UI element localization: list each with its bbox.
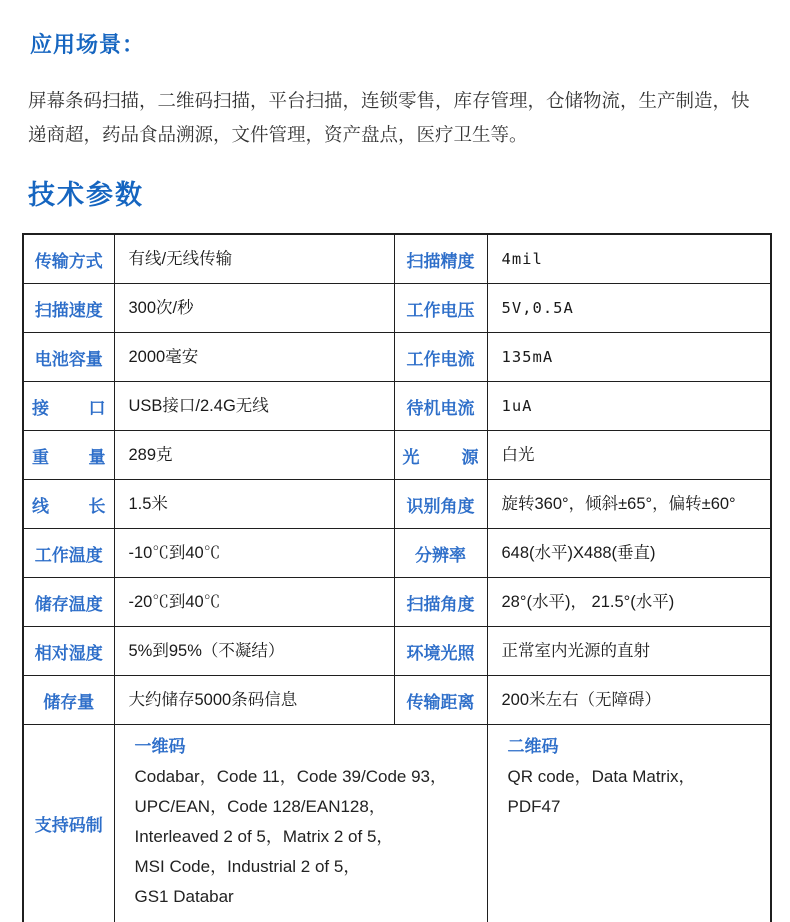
table-row	[23, 234, 771, 284]
barcode-type-line: Codabar，Code 11，Code 39/Code 93，	[134, 767, 447, 786]
spec-label: 扫描速度	[23, 284, 114, 333]
spec-label: 识别角度	[394, 480, 487, 529]
spec-value: 4mil	[487, 234, 771, 284]
spec-value: 白光	[487, 431, 771, 480]
barcode-type-line: Interleaved 2 of 5，Matrix 2 of 5，	[134, 827, 394, 846]
spec-label: 待机电流	[394, 382, 487, 431]
spec-label: 接 口	[23, 382, 114, 431]
spec-value: 2000毫安	[114, 333, 394, 382]
spec-label: 储存量	[23, 676, 114, 725]
spec-label: 环境光照	[394, 627, 487, 676]
spec-value: 28°(水平)， 21.5°(水平)	[487, 578, 771, 627]
spec-value: 有线/无线传输	[114, 234, 394, 284]
application-description: 屏幕条码扫描，二维码扫描，平台扫描，连锁零售，库存管理，仓储物流，生产制造，快递商超，药品食品溯源，文件管理，资产盘点，医疗卫生等。	[28, 90, 750, 145]
barcode-type-line: QR code，Data Matrix，	[507, 767, 696, 786]
spec-label: 光 源	[394, 431, 487, 480]
spec-value: 1uA	[487, 382, 771, 431]
spec-value: 200米左右（无障碍）	[487, 676, 771, 725]
barcode-1d-list	[135, 762, 473, 912]
barcode-2d-title: 二维码	[507, 737, 559, 756]
spec-label: 工作电压	[394, 284, 487, 333]
spec-value: 旋转360°，倾斜±65°，偏转±60°	[487, 480, 771, 529]
spec-label: 传输距离	[394, 676, 487, 725]
spec-label-code-support: 支持码制	[23, 725, 114, 922]
table-row	[23, 578, 771, 627]
barcode-type-line: PDF47	[507, 797, 561, 816]
barcode-type-line: GS1 Databar	[134, 887, 234, 906]
spec-value: -20℃到40℃	[114, 578, 394, 627]
table-row	[23, 382, 771, 431]
spec-value: 大约储存5000条码信息	[114, 676, 394, 725]
spec-table-footer	[23, 725, 771, 922]
spec-label: 扫描角度	[394, 578, 487, 627]
spec-value: 300次/秒	[114, 284, 394, 333]
spec-label: 电池容量	[23, 333, 114, 382]
barcode-1d-title: 一维码	[134, 737, 186, 756]
barcode-type-line: MSI Code，Industrial 2 of 5，	[134, 857, 361, 876]
spec-value: 648(水平)X488(垂直)	[487, 529, 771, 578]
barcode-2d-cell	[487, 725, 771, 922]
table-row-code-support	[23, 725, 771, 922]
spec-label: 线 长	[23, 480, 114, 529]
barcode-type-line: UPC/EAN，Code 128/EAN128，	[134, 797, 386, 816]
table-row	[23, 333, 771, 382]
spec-label: 扫描精度	[394, 234, 487, 284]
spec-value: -10℃到40℃	[114, 529, 394, 578]
spec-value: 1.5米	[114, 480, 394, 529]
barcode-1d-cell	[114, 725, 487, 922]
section-title-application: 应用场景：	[30, 32, 146, 57]
spec-label: 分辨率	[394, 529, 487, 578]
section-title-tech-params: 技术参数	[28, 180, 144, 210]
spec-label: 储存温度	[23, 578, 114, 627]
spec-label: 重 量	[23, 431, 114, 480]
spec-label: 工作电流	[394, 333, 487, 382]
table-row	[23, 676, 771, 725]
spec-label: 传输方式	[23, 234, 114, 284]
table-row	[23, 529, 771, 578]
spec-value: 5%到95%（不凝结）	[114, 627, 394, 676]
spec-value: 正常室内光源的直射	[487, 627, 771, 676]
spec-value: 135mA	[487, 333, 771, 382]
table-row	[23, 431, 771, 480]
spec-value: USB接口/2.4G无线	[114, 382, 394, 431]
spec-value: 5V,0.5A	[487, 284, 771, 333]
spec-label: 相对湿度	[23, 627, 114, 676]
spec-table-body	[23, 234, 771, 725]
spec-table	[22, 233, 772, 922]
table-row	[23, 480, 771, 529]
table-row	[23, 284, 771, 333]
spec-value: 289克	[114, 431, 394, 480]
table-row	[23, 627, 771, 676]
barcode-2d-list	[508, 762, 757, 822]
spec-label: 工作温度	[23, 529, 114, 578]
